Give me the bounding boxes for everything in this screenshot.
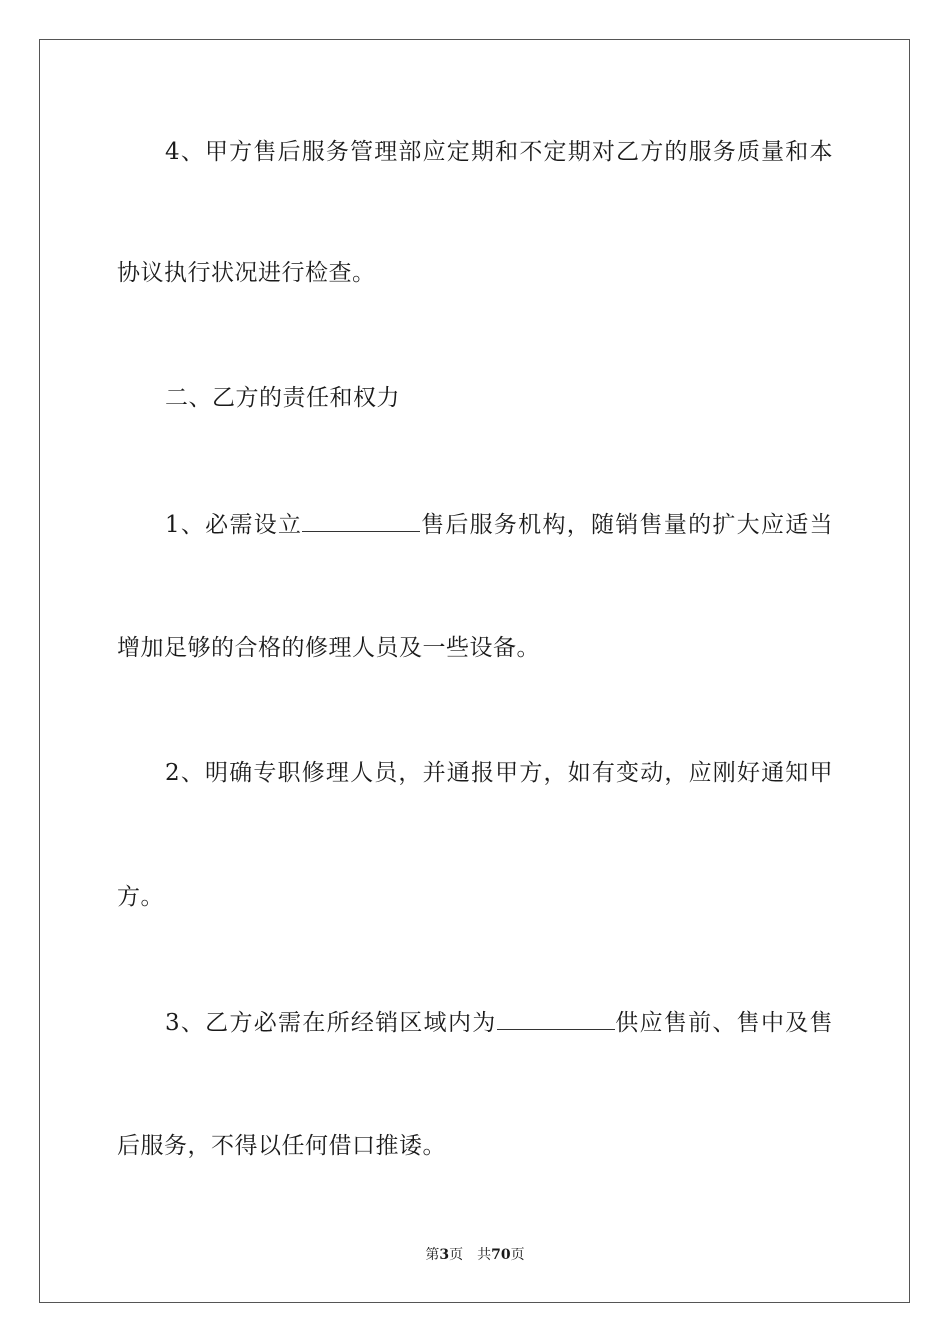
paragraph-4-line-1: 4、甲方售后服务管理部应定期和不定期对乙方的服务质量和本	[165, 139, 833, 165]
paragraph-b2-line-2: 方。	[117, 884, 164, 910]
section-heading-2: 二、乙方的责任和权力	[165, 385, 400, 411]
paragraph-b1-text-before: 1、必需设立	[165, 512, 303, 538]
paragraph-b1-line-2: 增加足够的合格的修理人员及一些设备。	[117, 635, 540, 661]
footer-total-pages: 70	[491, 1247, 511, 1263]
paragraph-b3-text-after: 供应售前、售中及售	[614, 1010, 834, 1036]
footer-page-number: 3	[439, 1247, 450, 1263]
fill-in-blank	[302, 509, 420, 532]
fill-in-blank	[497, 1007, 615, 1030]
paragraph-b3-line-1	[117, 1007, 833, 1038]
paragraph-b2-line-1: 2、明确专职修理人员，并通报甲方，如有变动，应刚好通知甲	[165, 760, 833, 786]
paragraph-b3-text-before: 3、乙方必需在所经销区域内为	[165, 1010, 497, 1036]
footer-page-prefix: 第	[425, 1247, 440, 1263]
page-footer	[0, 1246, 950, 1264]
footer-total-prefix: 共	[477, 1247, 492, 1263]
footer-total-suffix: 页	[510, 1247, 525, 1263]
paragraph-4-line-2: 协议执行状况进行检查。	[117, 260, 376, 286]
footer-page-suffix: 页	[449, 1247, 464, 1263]
page-border	[39, 39, 910, 1303]
paragraph-b1-text-after: 售后服务机构，随销售量的扩大应适当	[420, 512, 833, 538]
paragraph-b1-line-1	[117, 509, 833, 540]
paragraph-b3-line-2: 后服务，不得以任何借口推诿。	[117, 1133, 446, 1159]
